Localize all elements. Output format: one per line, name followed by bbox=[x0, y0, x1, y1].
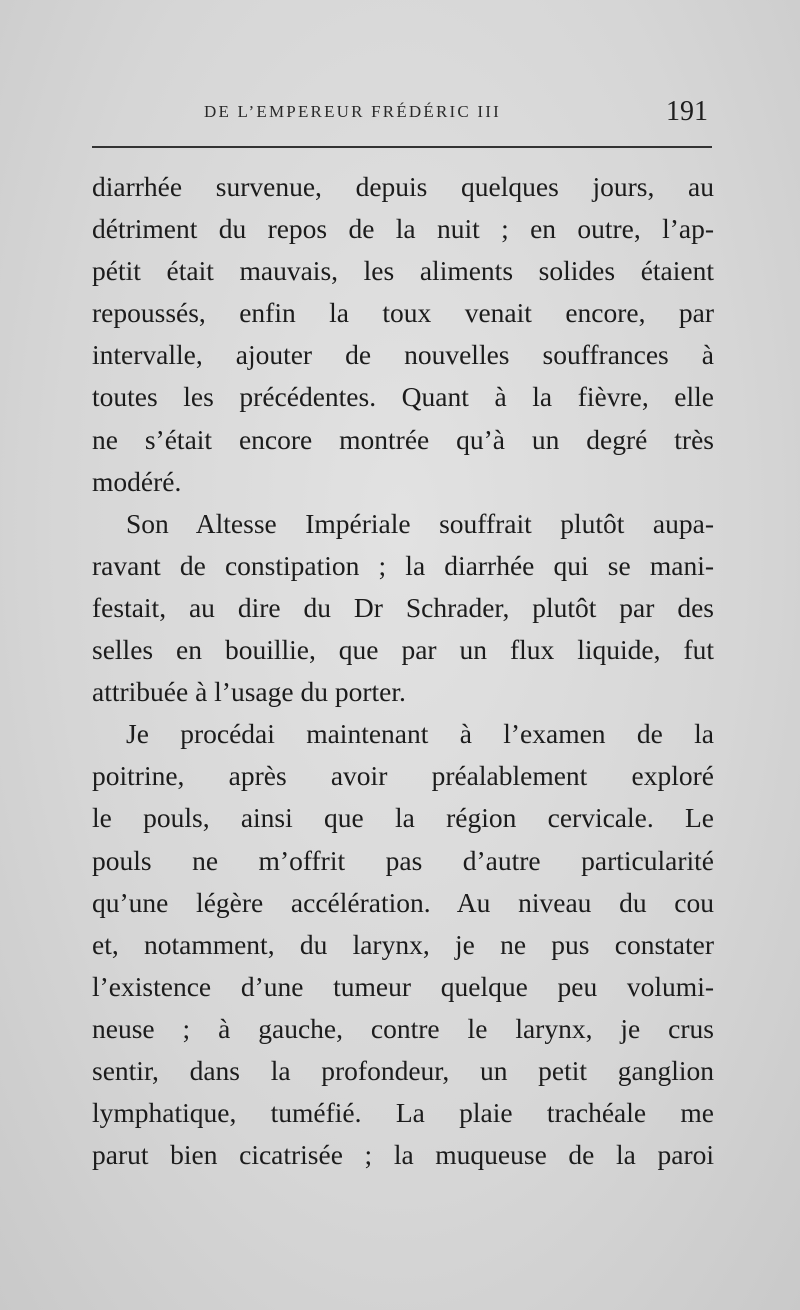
text-line: le pouls, ainsi que la région cervicale. Le bbox=[92, 802, 714, 834]
text-line: et, notamment, du larynx, je ne pus constater bbox=[92, 928, 714, 960]
page-header bbox=[92, 96, 712, 132]
text-line: selles en bouillie, que par un flux liquide, fut bbox=[92, 634, 714, 666]
text-line: poitrine, après avoir préalablement exploré bbox=[92, 760, 714, 792]
body-text bbox=[92, 166, 714, 1176]
text-line: modéré. bbox=[92, 465, 182, 497]
text-line: Je procédai maintenant à l’examen de la bbox=[126, 718, 714, 750]
page-number: 191 bbox=[666, 96, 708, 127]
text-line: Son Altesse Impériale souffrait plutôt aupa- bbox=[126, 507, 714, 539]
text-line: festait, au dire du Dr Schrader, plutôt par des bbox=[92, 591, 714, 623]
text-line: lymphatique, tuméfié. La plaie trachéale me bbox=[92, 1097, 714, 1129]
text-line: diarrhée survenue, depuis quelques jours, au bbox=[92, 171, 714, 202]
header-rule bbox=[92, 146, 712, 148]
text-line: sentir, dans la profondeur, un petit ganglion bbox=[92, 1054, 714, 1086]
text-line: détriment du repos de la nuit ; en outre, l’ap- bbox=[92, 213, 714, 245]
text-line: pouls ne m’offrit pas d’autre particularité bbox=[92, 844, 714, 876]
text-line: ne s’était encore montrée qu’à un degré très bbox=[92, 423, 714, 455]
text-line: ravant de constipation ; la diarrhée qui se mani- bbox=[92, 549, 714, 581]
text-line: toutes les précédentes. Quant à la fièvre, elle bbox=[92, 381, 714, 413]
text-line: pétit était mauvais, les aliments solides étaient bbox=[92, 255, 714, 287]
text-line: qu’une légère accélération. Au niveau du cou bbox=[92, 886, 714, 918]
text-line: parut bien cicatrisée ; la muqueuse de la paroi bbox=[92, 1139, 714, 1171]
running-title: DE L’EMPEREUR FRÉDÉRIC III bbox=[204, 102, 501, 121]
text-line: repoussés, enfin la toux venait encore, par bbox=[92, 297, 714, 329]
text-line: neuse ; à gauche, contre le larynx, je crus bbox=[92, 1012, 714, 1044]
text-line: l’existence d’une tumeur quelque peu volumi- bbox=[92, 970, 714, 1002]
text-line: attribuée à l’usage du porter. bbox=[92, 676, 406, 708]
text-line: intervalle, ajouter de nouvelles souffrances à bbox=[92, 339, 714, 371]
